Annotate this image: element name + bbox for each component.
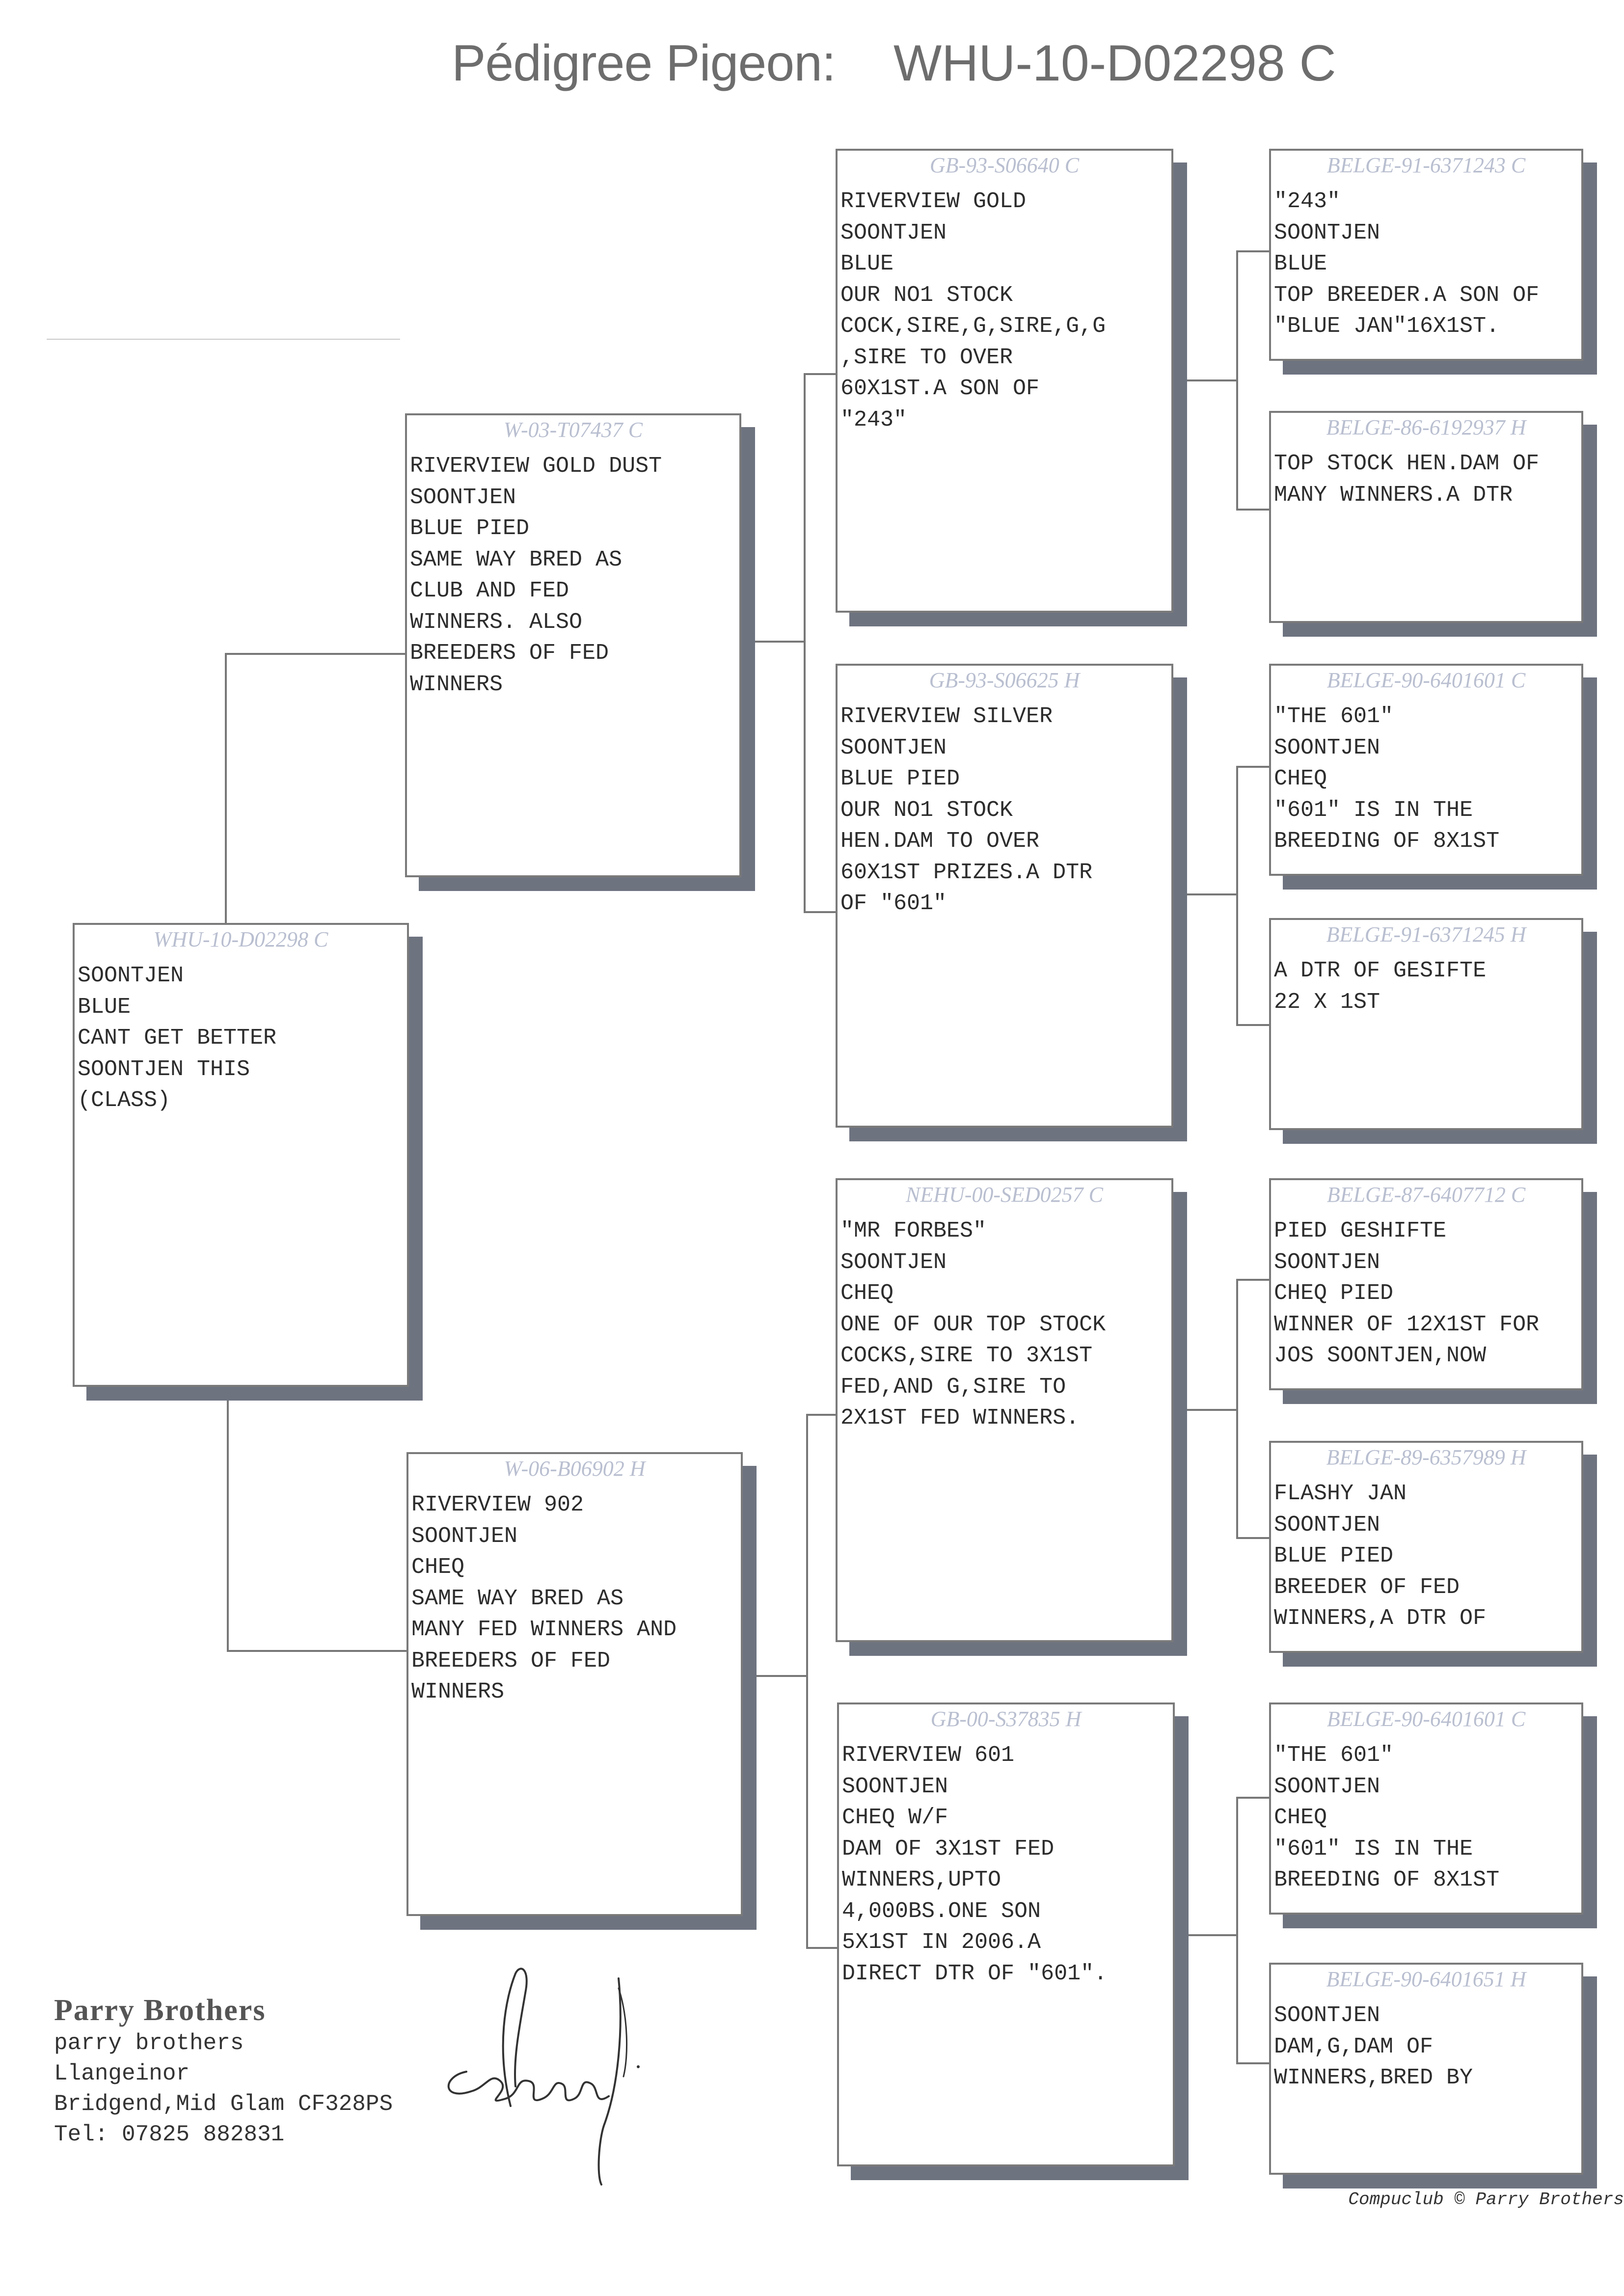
card-line: SOONTJEN <box>410 485 516 510</box>
card-text <box>1274 701 1579 857</box>
card-line: WINNERS <box>411 1679 505 1704</box>
connector <box>744 1675 806 1677</box>
card-line: 5X1ST IN 2006.A <box>842 1930 1041 1955</box>
card-line: WINNERS,UPTO <box>842 1867 1001 1892</box>
card-line: CHEQ <box>1274 1805 1327 1830</box>
card-line: WINNERS <box>410 672 503 697</box>
great-grandparent-card-7 <box>1269 1702 1583 1915</box>
card-line: "MR FORBES" <box>840 1218 987 1243</box>
card-text <box>1274 1478 1579 1634</box>
great-grandparent-card-1 <box>1269 149 1583 361</box>
card-line: TOP BREEDER.A SON OF <box>1274 282 1540 308</box>
card-line: "601" IS IN THE <box>1274 797 1473 823</box>
connector <box>1236 1279 1272 1281</box>
connector <box>806 1414 837 1416</box>
card-line: DAM,G,DAM OF <box>1274 2034 1434 2059</box>
card-line: 22 X 1ST <box>1274 989 1380 1015</box>
card-line: CHEQ W/F <box>842 1805 948 1830</box>
card-line: CHEQ <box>1274 766 1327 791</box>
card-line: CHEQ <box>840 1281 894 1306</box>
card-line: MANY FED WINNERS AND <box>411 1617 677 1642</box>
connector <box>1236 1279 1238 1539</box>
great-grandparent-card-4 <box>1269 918 1583 1130</box>
card-line: WINNER OF 12X1ST FOR <box>1274 1312 1540 1337</box>
card-text <box>840 186 1169 435</box>
ring-number: BELGE-91-6371243 C <box>1326 153 1526 177</box>
card-line: SOONTJEN <box>1274 1249 1380 1275</box>
card-line: JOS SOONTJEN,NOW <box>1274 1343 1487 1368</box>
dam-card <box>406 1452 743 1916</box>
card-line: SOONTJEN THIS <box>78 1056 250 1082</box>
card-line: ,SIRE TO OVER <box>840 345 1013 370</box>
ring-number: BELGE-86-6192937 H <box>1326 415 1526 439</box>
phone-line: Tel: 07825 882831 <box>54 2122 285 2147</box>
card-line: ONE OF OUR TOP STOCK <box>840 1312 1106 1337</box>
card-line: "THE 601" <box>1274 704 1394 729</box>
ring-number: WHU-10-D02298 C <box>153 927 328 951</box>
connector <box>1236 766 1238 1026</box>
software-credit: Compuclub © Parry Brothers <box>1348 2189 1624 2210</box>
connector <box>1236 1797 1238 2064</box>
card-text <box>842 1740 1171 1989</box>
connector <box>804 911 837 913</box>
ring-number: W-06-B06902 H <box>504 1457 646 1481</box>
card-line: WINNERS,A DTR OF <box>1274 1606 1487 1631</box>
page-title <box>0 34 1624 98</box>
connector <box>804 373 837 375</box>
card-text <box>1274 186 1579 342</box>
card-line: SOONTJEN <box>842 1774 948 1799</box>
connector <box>1236 1024 1272 1026</box>
card-line: OF "601" <box>840 891 947 916</box>
card-line: SOONTJEN <box>1274 735 1380 760</box>
address-line: Bridgend,Mid Glam CF328PS <box>54 2091 393 2117</box>
card-line: SOONTJEN <box>1274 1774 1380 1799</box>
card-text <box>840 701 1169 919</box>
card-line: RIVERVIEW 902 <box>411 1492 584 1517</box>
connector <box>1187 893 1236 895</box>
card-line: BREEDER OF FED <box>1274 1574 1460 1600</box>
card-text <box>840 1216 1169 1434</box>
card-line: DIRECT DTR OF "601". <box>842 1961 1108 1986</box>
ring-number: BELGE-90-6401601 C <box>1326 1707 1526 1731</box>
ring-number: BELGE-90-6401601 C <box>1326 668 1526 692</box>
card-line: SOONTJEN <box>840 735 947 760</box>
ring-number: GB-93-S06625 H <box>929 668 1080 692</box>
card-line: RIVERVIEW 601 <box>842 1743 1015 1768</box>
connector <box>755 641 804 643</box>
card-line: PIED GESHIFTE <box>1274 1218 1447 1243</box>
ring-number: GB-93-S06640 C <box>929 153 1080 177</box>
connector <box>1236 2062 1272 2064</box>
card-text <box>1274 1216 1579 1372</box>
card-line: FED,AND G,SIRE TO <box>840 1374 1066 1400</box>
connector <box>1236 250 1238 511</box>
address-line: parry brothers <box>54 2030 244 2056</box>
decorative-rule <box>47 339 400 340</box>
card-line: BREEDING OF 8X1ST <box>1274 1867 1500 1892</box>
card-line: SOONTJEN <box>1274 2003 1380 2028</box>
card-line: BLUE <box>78 994 131 1020</box>
card-line: HEN.DAM TO OVER <box>840 829 1040 854</box>
card-line: CHEQ PIED <box>1274 1281 1394 1306</box>
breeder-name: Parry Brothers <box>54 1994 266 2027</box>
card-line: SOONTJEN <box>1274 220 1380 245</box>
card-line: WINNERS. ALSO <box>410 609 583 635</box>
connector <box>1236 509 1272 511</box>
ring-number: NEHU-00-SED0257 C <box>905 1183 1104 1207</box>
card-line: BLUE <box>840 251 894 276</box>
ring-number: BELGE-87-6407712 C <box>1326 1183 1526 1207</box>
card-line: CLUB AND FED <box>410 578 569 603</box>
great-grandparent-card-8 <box>1269 1963 1583 2175</box>
grandsire-sire-side-card <box>836 149 1173 613</box>
card-line: RIVERVIEW GOLD <box>840 189 1027 214</box>
title-ring-number: WHU-10-D02298 C <box>893 35 1336 92</box>
sire-card <box>405 413 741 877</box>
connector <box>1236 1537 1272 1539</box>
card-text <box>1274 955 1579 1018</box>
great-grandparent-card-5 <box>1269 1178 1583 1390</box>
card-line: BREEDERS OF FED <box>410 641 609 666</box>
connector <box>227 1650 406 1652</box>
connector <box>806 1414 808 1949</box>
card-line: 60X1ST.A SON OF <box>840 376 1040 401</box>
card-line: CANT GET BETTER <box>78 1026 277 1051</box>
card-line: COCKS,SIRE TO 3X1ST <box>840 1343 1093 1368</box>
connector <box>1236 250 1272 252</box>
card-text <box>78 960 405 1116</box>
card-line: OUR NO1 STOCK <box>840 797 1013 823</box>
connector <box>1187 379 1236 381</box>
address-line: Llangeinor <box>54 2061 190 2086</box>
card-line: BREEDERS OF FED <box>411 1648 611 1674</box>
card-line: MANY WINNERS.A DTR <box>1274 482 1513 508</box>
card-line: SOONTJEN <box>840 220 947 245</box>
connector <box>227 1399 229 1652</box>
ring-number: BELGE-89-6357989 H <box>1326 1445 1526 1469</box>
card-line: OUR NO1 STOCK <box>840 282 1013 308</box>
connector <box>1187 1409 1236 1411</box>
card-line: BLUE <box>1274 251 1327 276</box>
card-line: 4,000BS.ONE SON <box>842 1898 1041 1924</box>
card-text <box>1274 2000 1579 2094</box>
ring-number: GB-00-S37835 H <box>930 1707 1082 1731</box>
card-line: A DTR OF GESIFTE <box>1274 958 1487 983</box>
card-line: TOP STOCK HEN.DAM OF <box>1274 451 1540 476</box>
card-line: SOONTJEN <box>840 1249 947 1275</box>
connector <box>1236 766 1272 768</box>
card-text <box>1274 1740 1579 1896</box>
card-text <box>410 451 737 700</box>
great-grandparent-card-6 <box>1269 1441 1583 1653</box>
breeder-block <box>54 1993 393 2150</box>
great-grandparent-card-3 <box>1269 664 1583 876</box>
card-text <box>1274 448 1579 511</box>
connector <box>1187 1934 1236 1936</box>
card-line: 2X1ST FED WINNERS. <box>840 1405 1080 1431</box>
card-line: "BLUE JAN"16X1ST. <box>1274 314 1500 339</box>
card-line: CHEQ <box>411 1555 465 1580</box>
granddam-dam-side-card <box>837 1702 1175 2166</box>
great-grandparent-card-2 <box>1269 411 1583 623</box>
card-line: BLUE PIED <box>840 766 960 791</box>
card-line: FLASHY JAN <box>1274 1481 1407 1506</box>
card-line: RIVERVIEW SILVER <box>840 704 1053 729</box>
card-line: SAME WAY BRED AS <box>411 1586 624 1611</box>
connector <box>1236 1797 1272 1799</box>
card-line: DAM OF 3X1ST FED <box>842 1836 1055 1862</box>
connector <box>225 653 406 655</box>
card-line: RIVERVIEW GOLD DUST <box>410 454 662 479</box>
card-line: "601" IS IN THE <box>1274 1836 1473 1862</box>
card-line: SOONTJEN <box>411 1523 518 1549</box>
card-text <box>411 1489 739 1708</box>
grandsire-dam-side-card <box>836 1178 1173 1642</box>
card-line: "243" <box>840 407 907 432</box>
card-line: BLUE PIED <box>410 516 530 541</box>
subject-card <box>73 923 409 1387</box>
card-line: COCK,SIRE,G,SIRE,G,G <box>840 314 1106 339</box>
card-line: WINNERS,BRED BY <box>1274 2065 1473 2090</box>
ring-number: W-03-T07437 C <box>503 418 643 442</box>
card-line: SAME WAY BRED AS <box>410 547 623 572</box>
title-label: Pédigree Pigeon: <box>452 35 836 92</box>
card-line: SOONTJEN <box>78 963 184 988</box>
card-line: "THE 601" <box>1274 1743 1394 1768</box>
card-line: BREEDING OF 8X1ST <box>1274 829 1500 854</box>
ring-number: BELGE-91-6371245 H <box>1326 922 1526 946</box>
card-line: (CLASS) <box>78 1088 171 1113</box>
card-line: "243" <box>1274 189 1341 214</box>
signature <box>432 1959 687 2194</box>
card-line: BLUE PIED <box>1274 1543 1394 1568</box>
connector <box>225 653 227 928</box>
connector <box>806 1947 837 1949</box>
card-line: SOONTJEN <box>1274 1512 1380 1538</box>
card-line: 60X1ST PRIZES.A DTR <box>840 860 1093 885</box>
ring-number: BELGE-90-6401651 H <box>1326 1967 1526 1991</box>
granddam-sire-side-card <box>836 664 1173 1128</box>
connector <box>804 373 806 913</box>
